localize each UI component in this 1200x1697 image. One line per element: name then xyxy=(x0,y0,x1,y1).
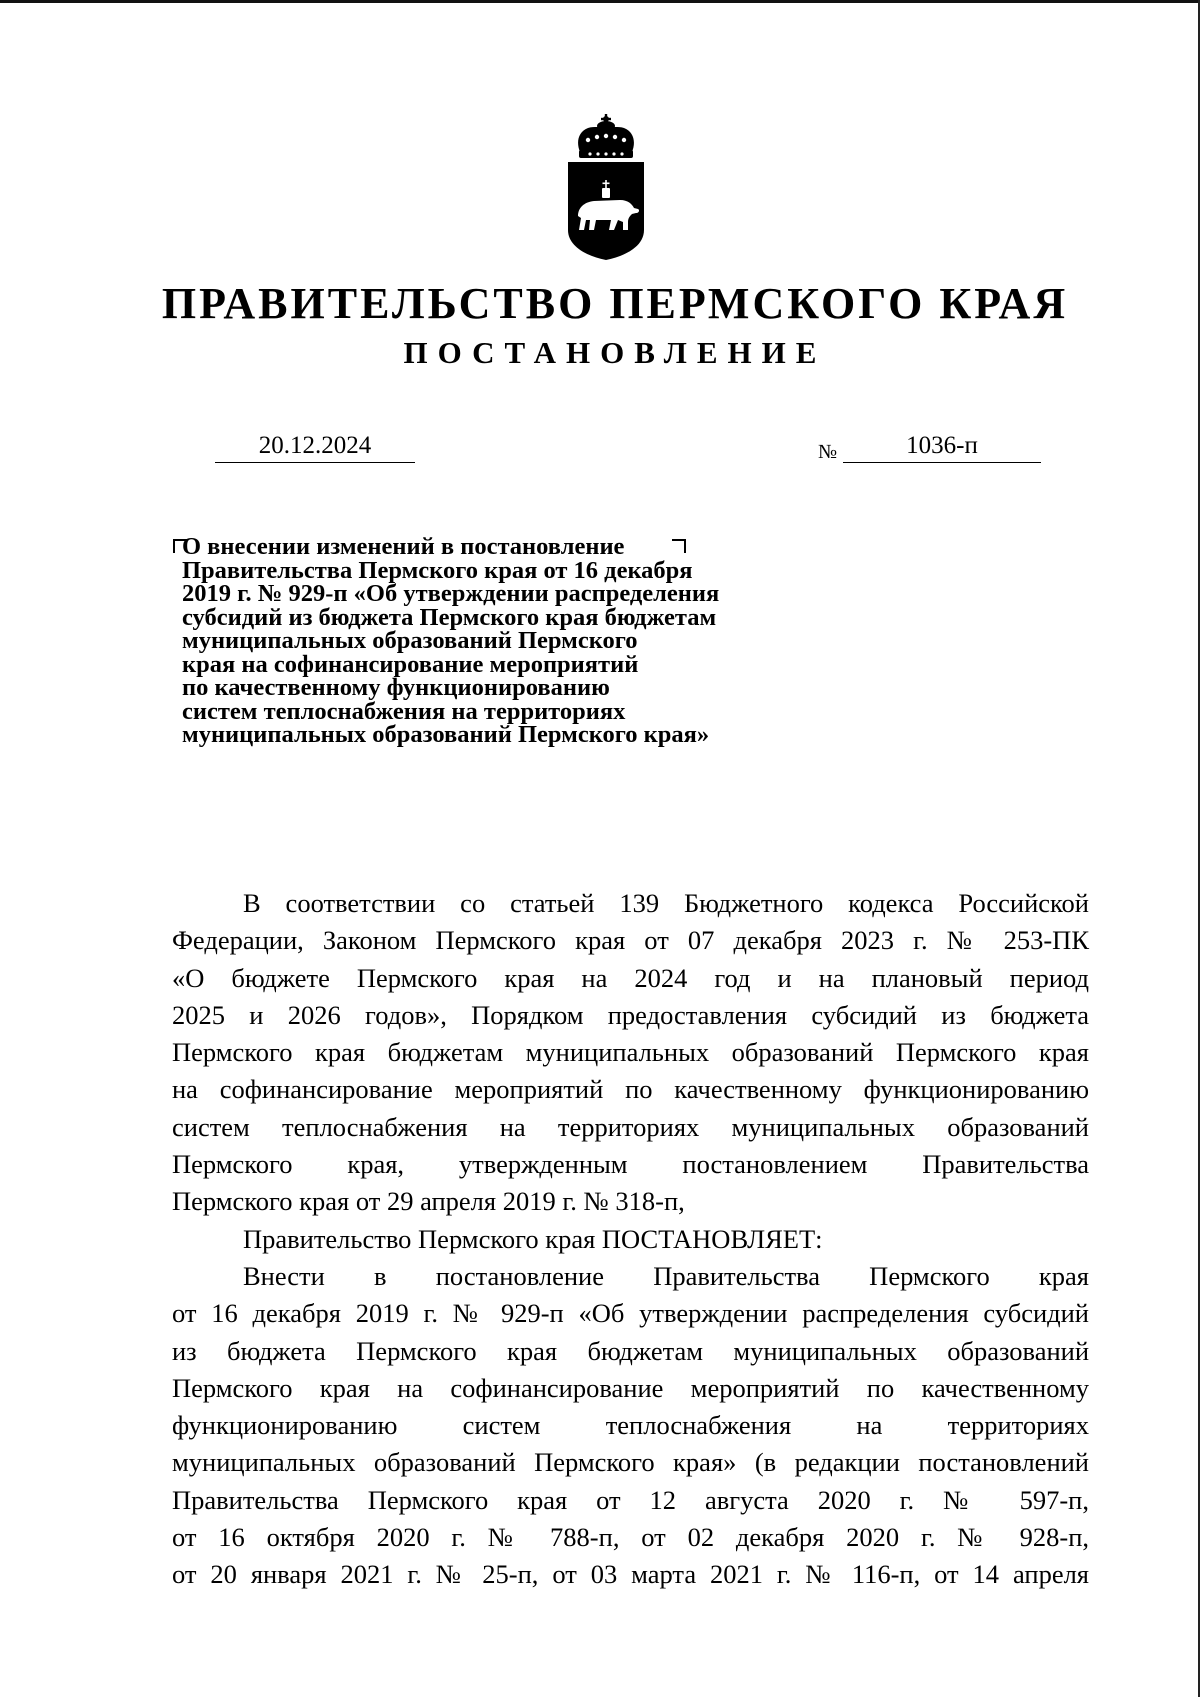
document-type-heading: ПОСТАНОВЛЕНИЕ xyxy=(403,335,827,370)
body-line: 2025 и 2026 годов», Порядком предоставления субсидий из бюджета xyxy=(172,999,1089,1030)
body-line: Пермского края, утвержденным постановлением Правительства xyxy=(172,1149,1089,1180)
body-line: от 20 января 2021 г. № 25-п, от 03 марта 2021 г. № 116-п, от 14 апреля xyxy=(172,1559,1089,1590)
subject-line: 2019 г. № 929-п «Об утверждении распределения xyxy=(182,580,720,607)
scan-edge-top xyxy=(0,0,1200,3)
body-line: «О бюджете Пермского края на 2024 год и на плановый период xyxy=(172,962,1089,993)
body-line: Пермского края бюджетам муниципальных образований Пермского края xyxy=(172,1037,1089,1068)
body-line: В соответствии со статьей 139 Бюджетного кодекса Российской xyxy=(243,888,1089,918)
body-line: Правительство Пермского края ПОСТАНОВЛЯЕТ: xyxy=(243,1223,823,1254)
number-sign: № xyxy=(818,441,838,463)
subject-line: Правительства Пермского края от 16 декабря xyxy=(182,556,693,584)
document-body xyxy=(172,885,1089,1594)
document-subject xyxy=(182,535,822,747)
subject-line: муниципальных образований Пермского xyxy=(182,627,638,654)
subject-line: края на софинансирование мероприятий xyxy=(182,650,639,678)
body-line: от 16 октября 2020 г. № 788-п, от 02 декабря 2020 г. № 928-п, xyxy=(172,1522,1089,1553)
body-line: муниципальных образований Пермского края» (в редакции постановлений xyxy=(172,1447,1089,1478)
subject-line: систем теплоснабжения на территориях xyxy=(182,697,626,725)
subject-line: субсидий из бюджета Пермского края бюджетам xyxy=(182,603,717,631)
body-line: систем теплоснабжения на территориях муниципальных образований xyxy=(172,1111,1089,1142)
subject-line: О внесении изменений в постановление xyxy=(182,533,625,560)
body-line: Внести в постановление Правительства Пермского края xyxy=(243,1260,1089,1291)
body-line: Пермского края на софинансирование мероприятий по качественному xyxy=(172,1372,1089,1403)
body-line: Правительства Пермского края от 12 августа 2020 г. № 597-п, xyxy=(172,1484,1089,1515)
coat-of-arms-emblem xyxy=(566,112,646,260)
document-number: 1036-п xyxy=(843,430,1041,463)
body-line: Пермского края от 29 апреля 2019 г. № 318-п, xyxy=(172,1186,685,1217)
government-title: ПРАВИТЕЛЬСТВО ПЕРМСКОГО КРАЯ xyxy=(161,279,1069,328)
body-line: от 16 декабря 2019 г. № 929-п «Об утверждении распределения субсидий xyxy=(172,1298,1089,1329)
body-line: из бюджета Пермского края бюджетам муниципальных образований xyxy=(172,1335,1089,1366)
document-date: 20.12.2024 xyxy=(215,430,415,463)
subject-line: по качественному функционированию xyxy=(182,674,610,701)
body-line: Федерации, Законом Пермского края от 07 декабря 2023 г. № 253-ПК xyxy=(172,925,1089,956)
body-line: функционированию систем теплоснабжения на территориях xyxy=(172,1410,1089,1441)
body-line: на софинансирование мероприятий по качественному функционированию xyxy=(172,1074,1089,1105)
subject-line: муниципальных образований Пермского края» xyxy=(182,721,710,748)
